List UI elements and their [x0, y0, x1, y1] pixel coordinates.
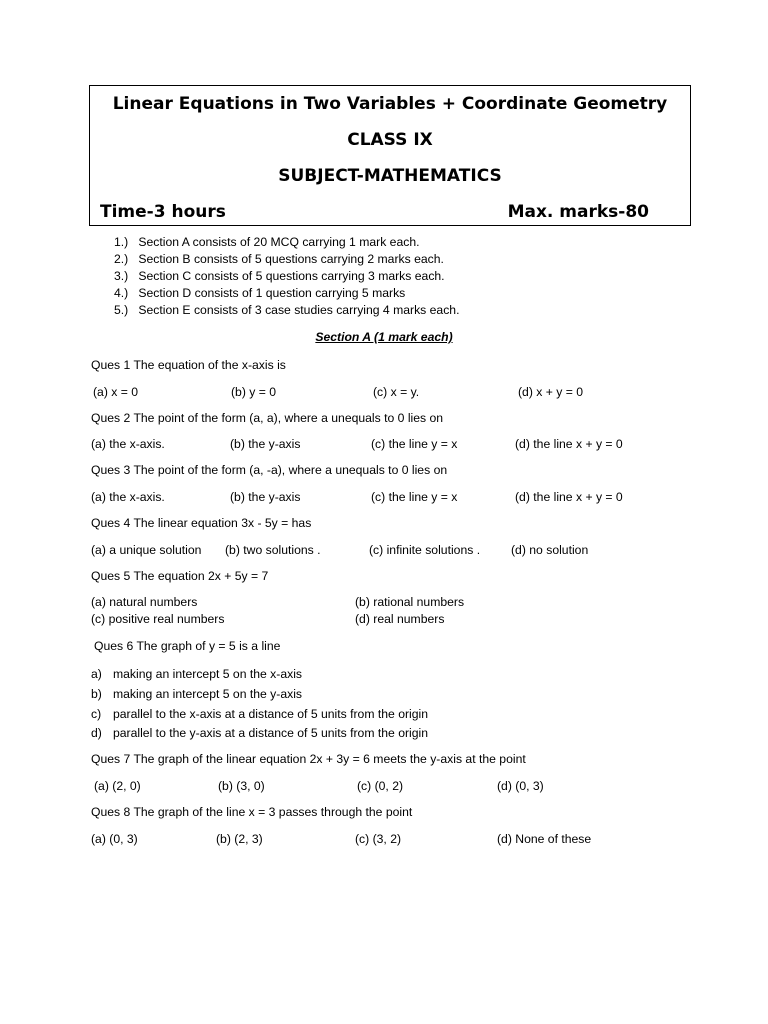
- header-box: [89, 85, 691, 226]
- question-5: Ques 5 The equation 2x + 5y = 7: [91, 569, 269, 583]
- q2-option-d: (d) the line x + y = 0: [515, 437, 623, 451]
- q6-option-a: making an intercept 5 on the x-axis: [113, 667, 303, 681]
- section-a-title: Section A (1 mark each): [315, 330, 453, 344]
- instruction-item: [114, 234, 459, 251]
- q8-option-d: (d) None of these: [497, 832, 592, 846]
- time-label: Time-3 hours: [100, 202, 226, 222]
- q2-option-b: (b) the y-axis: [230, 437, 301, 451]
- q3-option-c: (c) the line y = x: [371, 490, 458, 504]
- q5-option-d: (d) real numbers: [355, 612, 445, 626]
- instruction-number: 1.): [114, 235, 129, 249]
- max-marks-label: Max. marks-80: [507, 202, 649, 222]
- q6-option-a-label: a): [91, 667, 102, 681]
- question-4: Ques 4 The linear equation 3x - 5y = has: [91, 516, 312, 530]
- q3-option-b: (b) the y-axis: [230, 490, 301, 504]
- instruction-item: [114, 285, 459, 302]
- q6-option-c-label: c): [91, 707, 102, 721]
- instruction-number: 4.): [114, 286, 129, 300]
- q5-option-c: (c) positive real numbers: [91, 612, 225, 626]
- instruction-number: 3.): [114, 269, 129, 283]
- q5-option-b: (b) rational numbers: [355, 595, 465, 609]
- q6-option-b-label: b): [91, 687, 102, 701]
- instruction-item: [114, 251, 459, 268]
- question-2: Ques 2 The point of the form (a, a), where a unequals to 0 lies on: [91, 411, 444, 425]
- q1-option-d: (d) x + y = 0: [518, 385, 584, 399]
- q1-option-c: (c) x = y.: [373, 385, 420, 399]
- paper-title: Linear Equations in Two Variables + Coordinate Geometry: [112, 94, 668, 114]
- q2-option-a: (a) the x-axis.: [91, 437, 165, 451]
- instruction-text: Section B consists of 5 questions carrying 2 marks each.: [138, 252, 444, 266]
- q6-option-d-label: d): [91, 726, 102, 740]
- instruction-number: 2.): [114, 252, 129, 266]
- q7-option-d: (d) (0, 3): [497, 779, 544, 793]
- q7-option-b: (b) (3, 0): [218, 779, 265, 793]
- q8-option-c: (c) (3, 2): [355, 832, 402, 846]
- class-label: CLASS IX: [347, 130, 433, 150]
- q4-option-b: (b) two solutions .: [225, 543, 321, 557]
- instruction-text: Section A consists of 20 MCQ carrying 1 mark each.: [138, 235, 420, 249]
- question-1: Ques 1 The equation of the x-axis is: [91, 358, 286, 372]
- q3-option-a: (a) the x-axis.: [91, 490, 165, 504]
- question-3: Ques 3 The point of the form (a, -a), where a unequals to 0 lies on: [91, 463, 448, 477]
- subject-label: SUBJECT-MATHEMATICS: [278, 166, 502, 186]
- q4-option-a: (a) a unique solution: [91, 543, 202, 557]
- instruction-item: [114, 268, 459, 285]
- q3-option-d: (d) the line x + y = 0: [515, 490, 623, 504]
- q4-option-c: (c) infinite solutions .: [369, 543, 481, 557]
- q4-option-d: (d) no solution: [511, 543, 589, 557]
- question-6: Ques 6 The graph of y = 5 is a line: [94, 639, 281, 653]
- q7-option-a: (a) (2, 0): [94, 779, 141, 793]
- q8-option-b: (b) (2, 3): [216, 832, 263, 846]
- q1-option-a: (a) x = 0: [93, 385, 139, 399]
- q6-option-d: parallel to the y-axis at a distance of 5 units from the origin: [113, 726, 429, 740]
- instruction-number: 5.): [114, 303, 129, 317]
- q8-option-a: (a) (0, 3): [91, 832, 138, 846]
- instruction-item: [114, 302, 459, 319]
- q1-option-b: (b) y = 0: [231, 385, 277, 399]
- q6-option-b: making an intercept 5 on the y-axis: [113, 687, 303, 701]
- question-7: Ques 7 The graph of the linear equation 2x + 3y = 6 meets the y-axis at the point: [91, 752, 526, 766]
- instruction-text: Section C consists of 5 questions carrying 3 marks each.: [138, 269, 445, 283]
- instructions-list: [114, 234, 459, 319]
- q2-option-c: (c) the line y = x: [371, 437, 458, 451]
- instruction-text: Section E consists of 3 case studies carrying 4 marks each.: [138, 303, 460, 317]
- q6-option-c: parallel to the x-axis at a distance of 5 units from the origin: [113, 707, 429, 721]
- q7-option-c: (c) (0, 2): [357, 779, 404, 793]
- q5-option-a: (a) natural numbers: [91, 595, 198, 609]
- instruction-text: Section D consists of 1 question carrying 5 marks: [138, 286, 406, 300]
- question-8: Ques 8 The graph of the line x = 3 passes through the point: [91, 805, 413, 819]
